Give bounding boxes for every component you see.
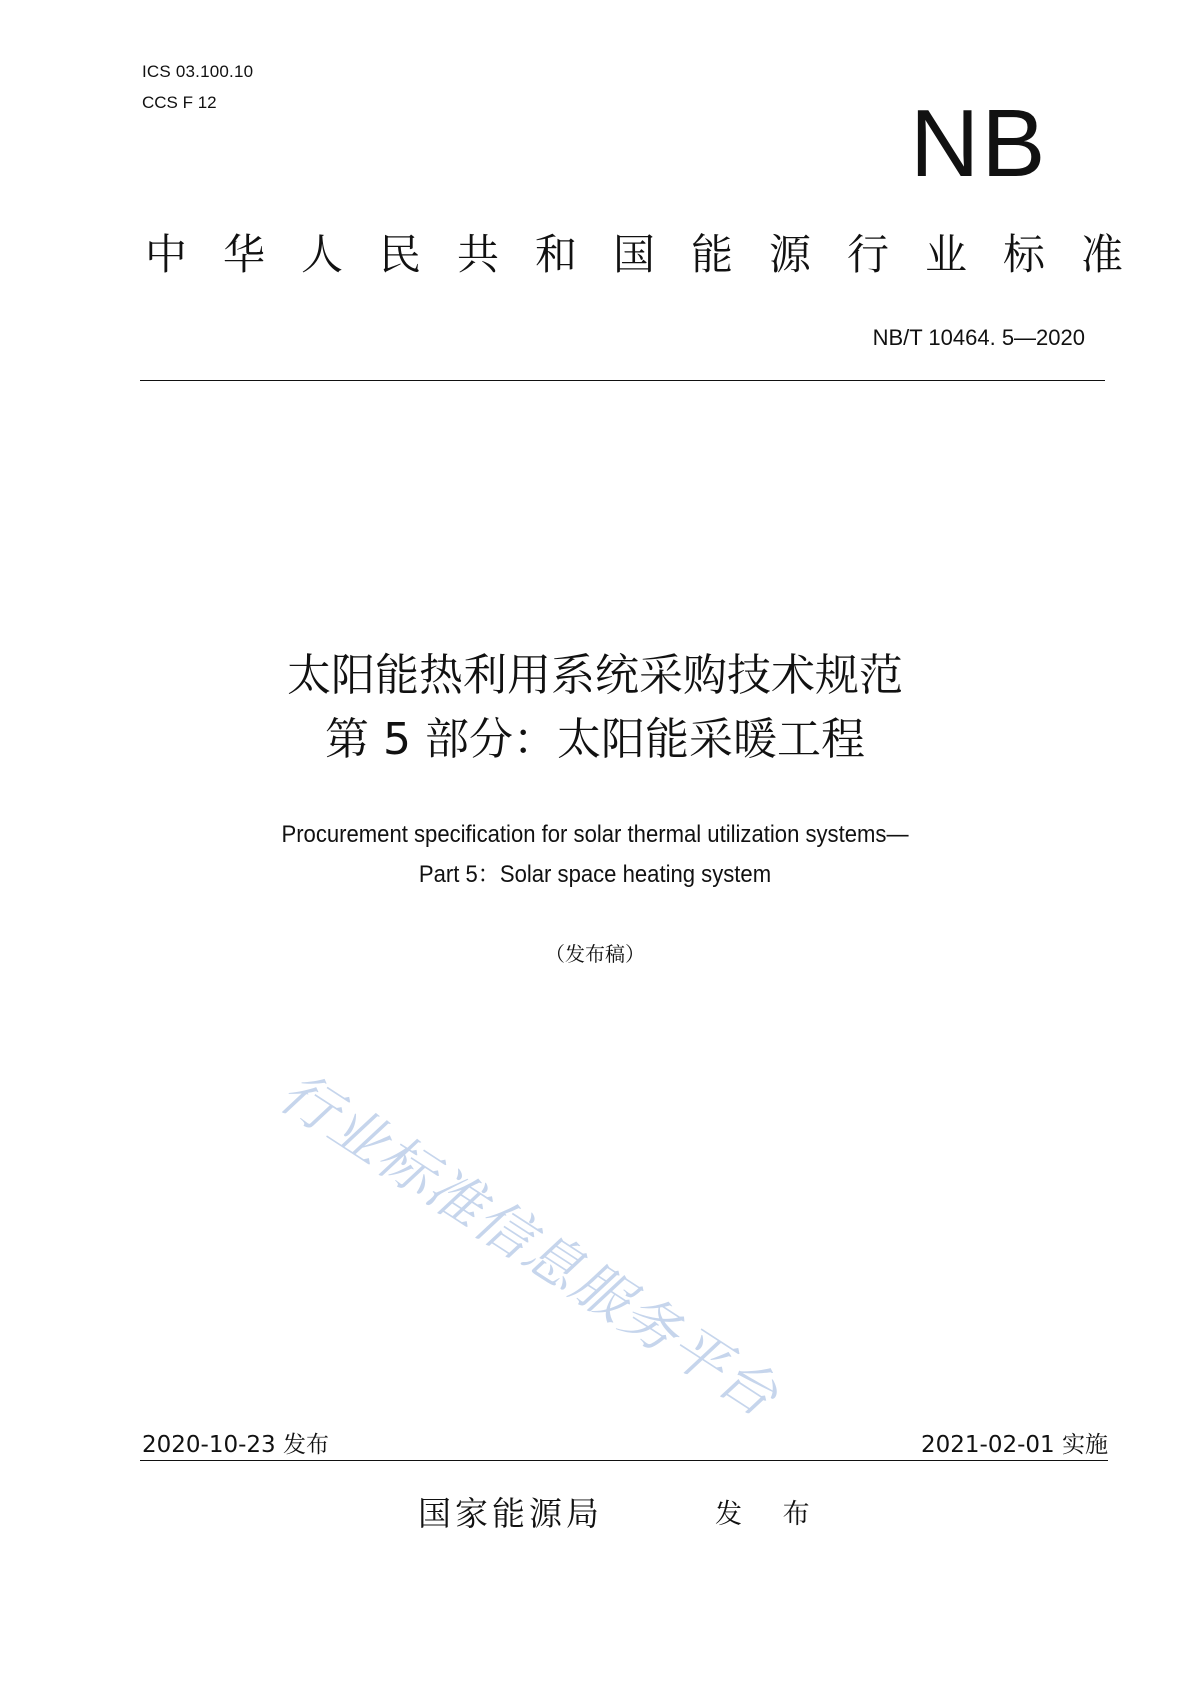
ccs-code: CCS F 12 [142,93,217,112]
standard-code: NB/T 10464. 5—2020 [872,325,1085,350]
english-title-line-1: Procurement specification for solar thermal utilization systems— [281,821,909,848]
draft-status: （发布稿） [545,942,645,966]
bottom-divider [140,1460,1108,1461]
watermark: 行业标准信息服务平台 [268,1060,790,1431]
chinese-title-line-2: 第 5 部分：太阳能采暖工程 [325,714,865,765]
publish-date: 2020-10-23 发布 [142,1432,329,1458]
chinese-title-line-1: 太阳能热利用系统采购技术规范 [287,650,903,701]
english-title-line-2: Part 5：Solar space heating system [418,861,772,888]
issuer-action: 发 布 [715,1499,826,1530]
standard-category-name: 中华人民共和国能源行业标准 [145,230,1160,279]
issuer-name: 国家能源局 [418,1494,603,1533]
nb-logo: NB [910,90,1048,197]
implement-date: 2021-02-01 实施 [921,1432,1108,1458]
top-divider [140,380,1105,381]
ics-code: ICS 03.100.10 [142,62,254,81]
